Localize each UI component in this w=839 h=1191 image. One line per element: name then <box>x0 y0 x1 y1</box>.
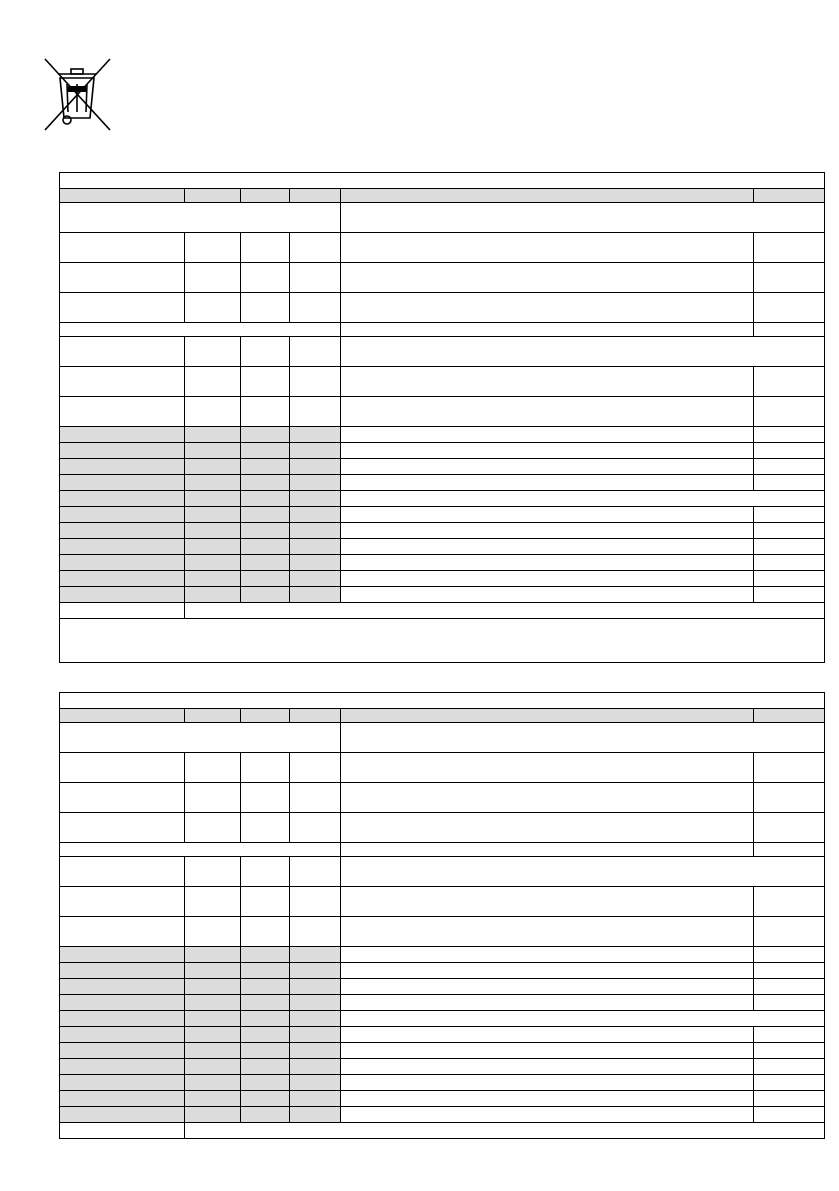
table-title-row <box>60 173 825 189</box>
table-row <box>60 1059 825 1075</box>
table-row <box>60 857 825 887</box>
second-specification-table <box>59 692 825 1139</box>
table-row <box>60 587 825 603</box>
table-row <box>60 323 825 337</box>
table-row <box>60 813 825 843</box>
table-row <box>60 337 825 367</box>
table-row <box>60 263 825 293</box>
table-row <box>60 491 825 507</box>
table-row <box>60 843 825 857</box>
table-row <box>60 753 825 783</box>
table-row <box>60 783 825 813</box>
table-row <box>60 475 825 491</box>
table-row <box>60 427 825 443</box>
table-row <box>60 523 825 539</box>
table-row <box>60 459 825 475</box>
table-row <box>60 555 825 571</box>
table-row <box>60 947 825 963</box>
table-row <box>60 963 825 979</box>
table-row <box>60 603 825 619</box>
table-row <box>60 723 825 753</box>
table-row <box>60 1027 825 1043</box>
table-row <box>60 507 825 523</box>
table-row <box>60 293 825 323</box>
table-row <box>60 203 825 233</box>
table-row <box>60 367 825 397</box>
table-header-row <box>60 709 825 723</box>
table-row <box>60 233 825 263</box>
table-row <box>60 1011 825 1027</box>
table-row <box>60 995 825 1011</box>
table-title-row <box>60 693 825 709</box>
first-specification-table <box>59 172 825 663</box>
table-row <box>60 397 825 427</box>
table-row <box>60 1091 825 1107</box>
table-row <box>60 887 825 917</box>
table-row <box>60 539 825 555</box>
table-header-row <box>60 189 825 203</box>
table-notes-row <box>60 619 825 663</box>
crossed-out-wheelie-bin-icon <box>40 56 114 132</box>
table-row <box>60 1075 825 1091</box>
table-row <box>60 571 825 587</box>
table-row <box>60 1043 825 1059</box>
table-row <box>60 1107 825 1123</box>
table-row <box>60 979 825 995</box>
table-row <box>60 917 825 947</box>
table-row <box>60 1123 825 1139</box>
table-row <box>60 443 825 459</box>
